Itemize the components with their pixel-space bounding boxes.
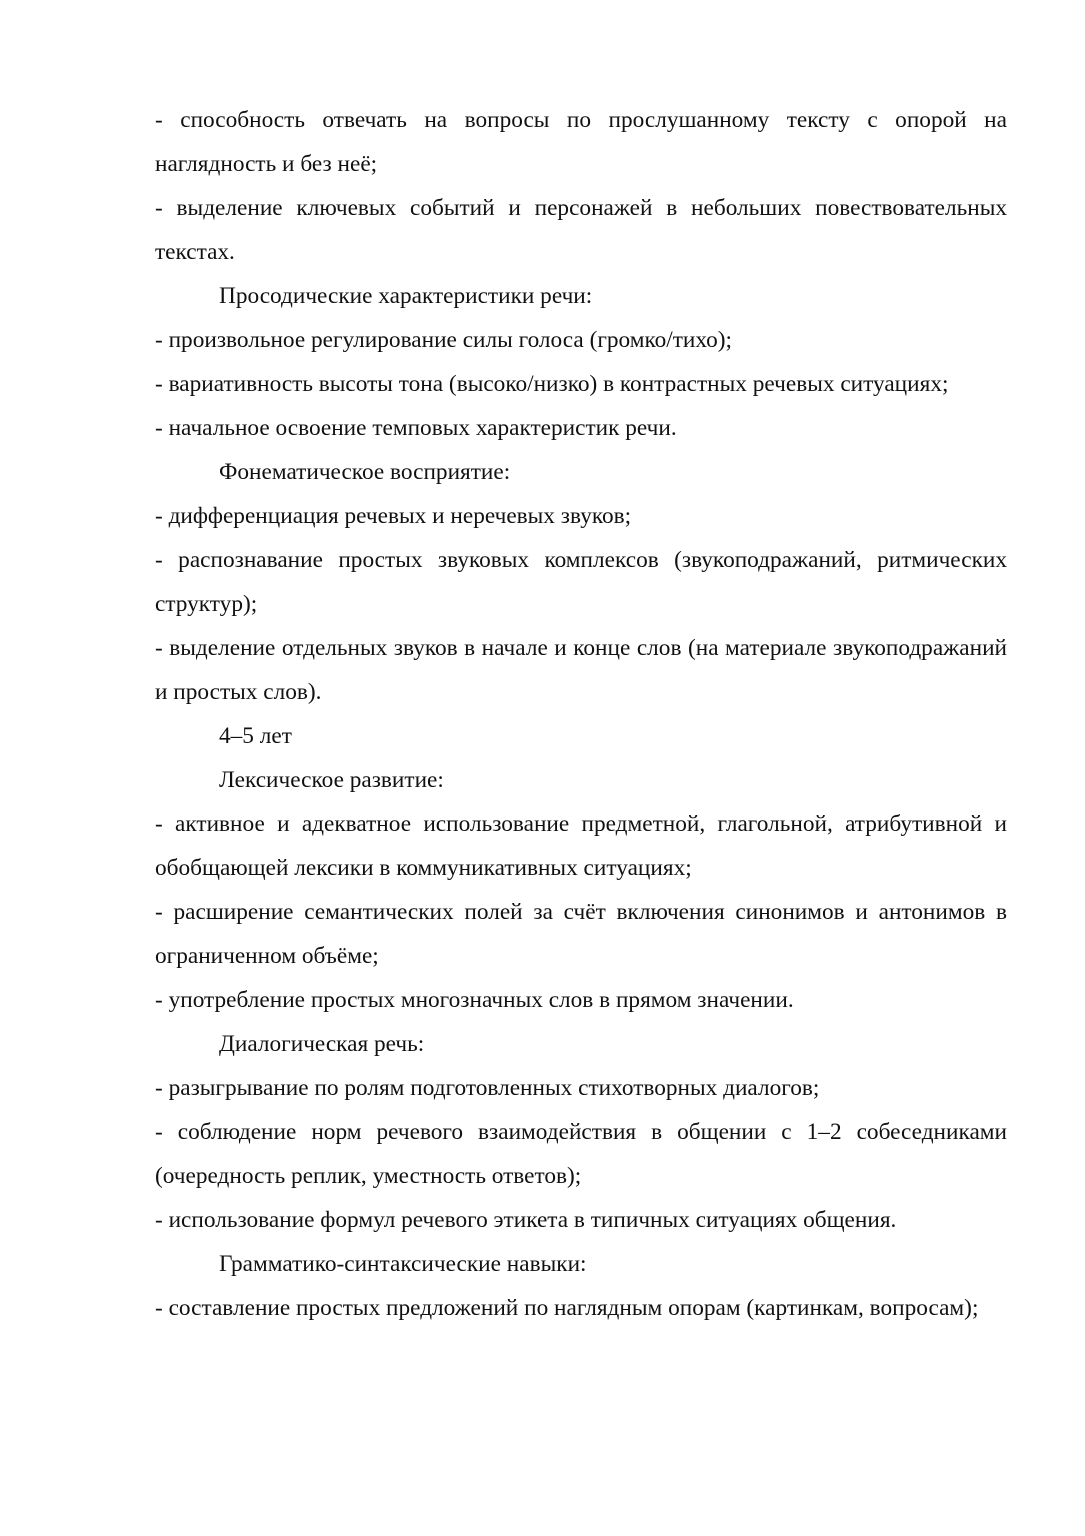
section-heading: Фонематическое восприятие: — [219, 459, 511, 485]
section-heading: Просодические характеристики речи: — [219, 283, 593, 309]
list-item: - расширение семантических полей за счёт включения синонимов и антонимов в ограниченном объёме; — [155, 899, 1007, 969]
list-item: - составление простых предложений по наглядным опорам (картинкам, вопросам); — [155, 1295, 979, 1321]
list-item: - соблюдение норм речевого взаимодействия в общении с 1–2 собеседниками (очередность реплик, уместность ответов); — [155, 1119, 1007, 1189]
document-page — [155, 98, 1007, 1330]
age-heading: 4–5 лет — [219, 723, 292, 749]
list-item: - использование формул речевого этикета в типичных ситуациях общения. — [155, 1207, 897, 1233]
list-item: - способность отвечать на вопросы по прослушанному тексту с опорой на наглядность и без неё; — [155, 107, 1007, 177]
list-item: - выделение отдельных звуков в начале и конце слов (на материале звукоподражаний и простых слов). — [155, 635, 1007, 705]
list-item: - вариативность высоты тона (высоко/низко) в контрастных речевых ситуациях; — [155, 371, 949, 397]
list-item: - начальное освоение темповых характеристик речи. — [155, 415, 677, 441]
section-heading: Грамматико-синтаксические навыки: — [219, 1251, 587, 1277]
section-heading: Диалогическая речь: — [219, 1031, 425, 1057]
section-heading: Лексическое развитие: — [219, 767, 444, 793]
list-item: - активное и адекватное использование предметной, глагольной, атрибутивной и обобщающей лексики в коммуникативных ситуациях; — [155, 811, 1007, 881]
list-item: - употребление простых многозначных слов в прямом значении. — [155, 987, 794, 1013]
list-item: - выделение ключевых событий и персонажей в небольших повествовательных текстах. — [155, 195, 1007, 265]
list-item: - произвольное регулирование силы голоса (громко/тихо); — [155, 327, 733, 353]
list-item: - разыгрывание по ролям подготовленных стихотворных диалогов; — [155, 1075, 820, 1101]
list-item: - дифференциация речевых и неречевых звуков; — [155, 503, 632, 529]
list-item: - распознавание простых звуковых комплексов (звукоподражаний, ритмических структур); — [155, 547, 1007, 617]
